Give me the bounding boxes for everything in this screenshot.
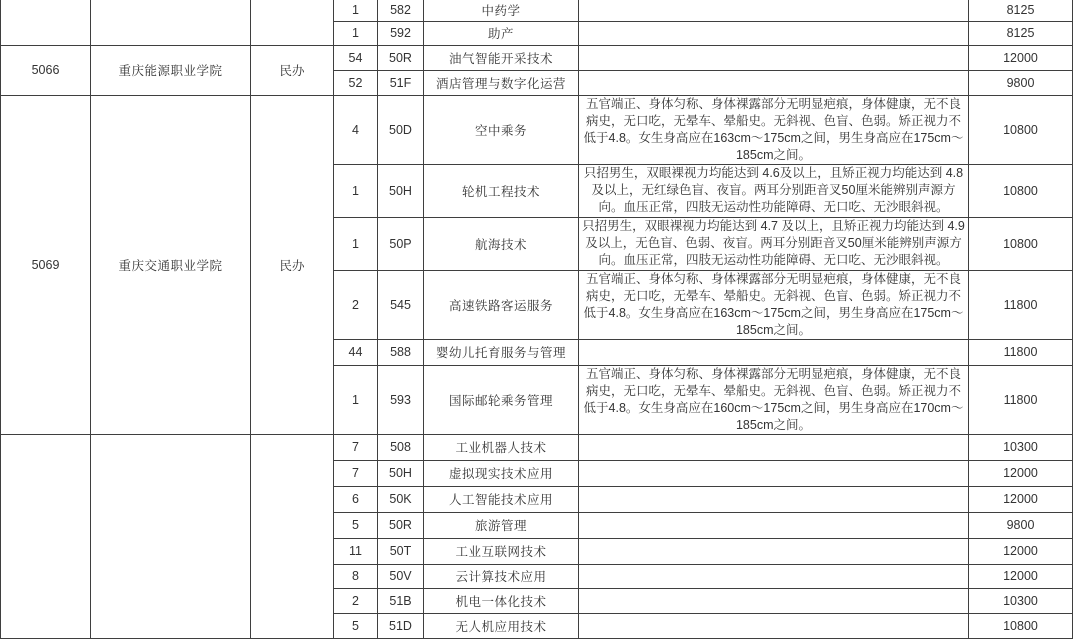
plan-count-cell: 1: [334, 0, 378, 21]
major-name-cell: 油气智能开采技术: [424, 45, 579, 70]
plan-count-cell: 1: [334, 217, 378, 270]
plan-count-cell: 4: [334, 95, 378, 164]
requirements-cell: [579, 21, 969, 45]
tuition-fee-cell: 10300: [969, 588, 1073, 613]
major-code-cell: 50H: [378, 460, 424, 486]
school-type-cell: 民办: [251, 45, 334, 95]
major-name-cell: 轮机工程技术: [424, 164, 579, 217]
requirements-cell: 五官端正、身体匀称、身体裸露部分无明显疤痕，身体健康，无不良病史，无口吃，无晕车、晕船史。无斜视、色盲、色弱。矫正视力不低于4.8。女生身高应在163cm～175cm之间，男生身高应在175cm～185cm之间。: [579, 270, 969, 339]
tuition-fee-cell: 8125: [969, 21, 1073, 45]
school-code-cell: 5069: [1, 95, 91, 434]
major-code-cell: 508: [378, 434, 424, 460]
requirements-cell: [579, 564, 969, 588]
requirements-cell: [579, 538, 969, 564]
major-code-cell: 51B: [378, 588, 424, 613]
tuition-fee-cell: 10800: [969, 95, 1073, 164]
major-name-cell: 航海技术: [424, 217, 579, 270]
plan-count-cell: 1: [334, 21, 378, 45]
school-code-cell: [1, 434, 91, 638]
requirements-cell: [579, 486, 969, 512]
plan-count-cell: 44: [334, 339, 378, 365]
major-code-cell: 588: [378, 339, 424, 365]
plan-count-cell: 11: [334, 538, 378, 564]
tuition-fee-cell: 9800: [969, 512, 1073, 538]
major-code-cell: 50P: [378, 217, 424, 270]
tuition-fee-cell: 12000: [969, 564, 1073, 588]
plan-count-cell: 52: [334, 70, 378, 95]
requirements-cell: [579, 70, 969, 95]
plan-count-cell: 8: [334, 564, 378, 588]
tuition-fee-cell: 11800: [969, 365, 1073, 434]
requirements-cell: [579, 512, 969, 538]
plan-count-cell: 5: [334, 613, 378, 638]
tuition-fee-cell: 9800: [969, 70, 1073, 95]
major-name-cell: 虚拟现实技术应用: [424, 460, 579, 486]
major-name-cell: 婴幼儿托育服务与管理: [424, 339, 579, 365]
major-code-cell: 582: [378, 0, 424, 21]
plan-count-cell: 1: [334, 164, 378, 217]
tuition-fee-cell: 11800: [969, 339, 1073, 365]
school-type-cell: 民办: [251, 95, 334, 434]
major-name-cell: 国际邮轮乘务管理: [424, 365, 579, 434]
tuition-fee-cell: 12000: [969, 45, 1073, 70]
school-name-cell: [91, 434, 251, 638]
requirements-cell: 五官端正、身体匀称、身体裸露部分无明显疤痕，身体健康，无不良病史，无口吃，无晕车、晕船史。无斜视、色盲、色弱。矫正视力不低于4.8。女生身高应在163cm～175cm之间，男生身高应在175cm～185cm之间。: [579, 95, 969, 164]
major-name-cell: 无人机应用技术: [424, 613, 579, 638]
major-name-cell: 助产: [424, 21, 579, 45]
tuition-fee-cell: 10800: [969, 613, 1073, 638]
major-name-cell: 工业机器人技术: [424, 434, 579, 460]
school-type-cell: [251, 434, 334, 638]
plan-count-cell: 5: [334, 512, 378, 538]
major-name-cell: 人工智能技术应用: [424, 486, 579, 512]
table-row: [1, 95, 1073, 164]
tuition-fee-cell: 10800: [969, 164, 1073, 217]
plan-count-cell: 2: [334, 270, 378, 339]
major-name-cell: 工业互联网技术: [424, 538, 579, 564]
requirements-cell: [579, 613, 969, 638]
major-code-cell: 50K: [378, 486, 424, 512]
major-code-cell: 50D: [378, 95, 424, 164]
table-row: [1, 434, 1073, 460]
requirements-cell: [579, 339, 969, 365]
major-code-cell: 50R: [378, 512, 424, 538]
plan-count-cell: 7: [334, 460, 378, 486]
table-row: [1, 0, 1073, 21]
tuition-fee-cell: 10800: [969, 217, 1073, 270]
major-name-cell: 中药学: [424, 0, 579, 21]
requirements-cell: [579, 588, 969, 613]
requirements-cell: [579, 45, 969, 70]
school-code-cell: [1, 0, 91, 45]
school-name-cell: 重庆能源职业学院: [91, 45, 251, 95]
tuition-fee-cell: 12000: [969, 538, 1073, 564]
tuition-fee-cell: 10300: [969, 434, 1073, 460]
major-name-cell: 空中乘务: [424, 95, 579, 164]
tuition-fee-cell: 8125: [969, 0, 1073, 21]
major-name-cell: 云计算技术应用: [424, 564, 579, 588]
major-code-cell: 51F: [378, 70, 424, 95]
requirements-cell: 只招男生，双眼裸视力均能达到 4.7 及以上，且矫正视力均能达到 4.9及以上，无色盲、色弱、夜盲。两耳分别距音叉50厘米能辨别声源方向。血压正常，四肢无运动性功能障碍、无口吃、无沙眼斜视。: [579, 217, 969, 270]
requirements-cell: [579, 460, 969, 486]
school-type-cell: [251, 0, 334, 45]
school-name-cell: 重庆交通职业学院: [91, 95, 251, 434]
tuition-fee-cell: 12000: [969, 460, 1073, 486]
major-code-cell: 593: [378, 365, 424, 434]
major-code-cell: 51D: [378, 613, 424, 638]
major-code-cell: 50H: [378, 164, 424, 217]
plan-count-cell: 6: [334, 486, 378, 512]
tuition-fee-cell: 12000: [969, 486, 1073, 512]
requirements-cell: 五官端正、身体匀称、身体裸露部分无明显疤痕，身体健康，无不良病史，无口吃，无晕车、晕船史。无斜视、色盲、色弱。矫正视力不低于4.8。女生身高应在160cm～175cm之间，男生身高应在170cm～185cm之间。: [579, 365, 969, 434]
major-code-cell: 50R: [378, 45, 424, 70]
major-name-cell: 高速铁路客运服务: [424, 270, 579, 339]
tuition-fee-cell: 11800: [969, 270, 1073, 339]
major-code-cell: 545: [378, 270, 424, 339]
major-code-cell: 50T: [378, 538, 424, 564]
major-code-cell: 50V: [378, 564, 424, 588]
plan-count-cell: 54: [334, 45, 378, 70]
plan-count-cell: 7: [334, 434, 378, 460]
table-row: [1, 45, 1073, 70]
school-code-cell: 5066: [1, 45, 91, 95]
requirements-cell: [579, 434, 969, 460]
admission-plan-table-body: [1, 0, 1073, 638]
major-name-cell: 酒店管理与数字化运营: [424, 70, 579, 95]
major-name-cell: 机电一体化技术: [424, 588, 579, 613]
plan-count-cell: 1: [334, 365, 378, 434]
requirements-cell: 只招男生，双眼裸视力均能达到 4.6及以上，且矫正视力均能达到 4.8 及以上，无红绿色盲、夜盲。两耳分别距音叉50厘米能辨别声源方向。血压正常，四肢无运动性功能障碍、无口吃、无沙眼斜视。: [579, 164, 969, 217]
requirements-cell: [579, 0, 969, 21]
school-name-cell: [91, 0, 251, 45]
major-code-cell: 592: [378, 21, 424, 45]
plan-count-cell: 2: [334, 588, 378, 613]
major-name-cell: 旅游管理: [424, 512, 579, 538]
